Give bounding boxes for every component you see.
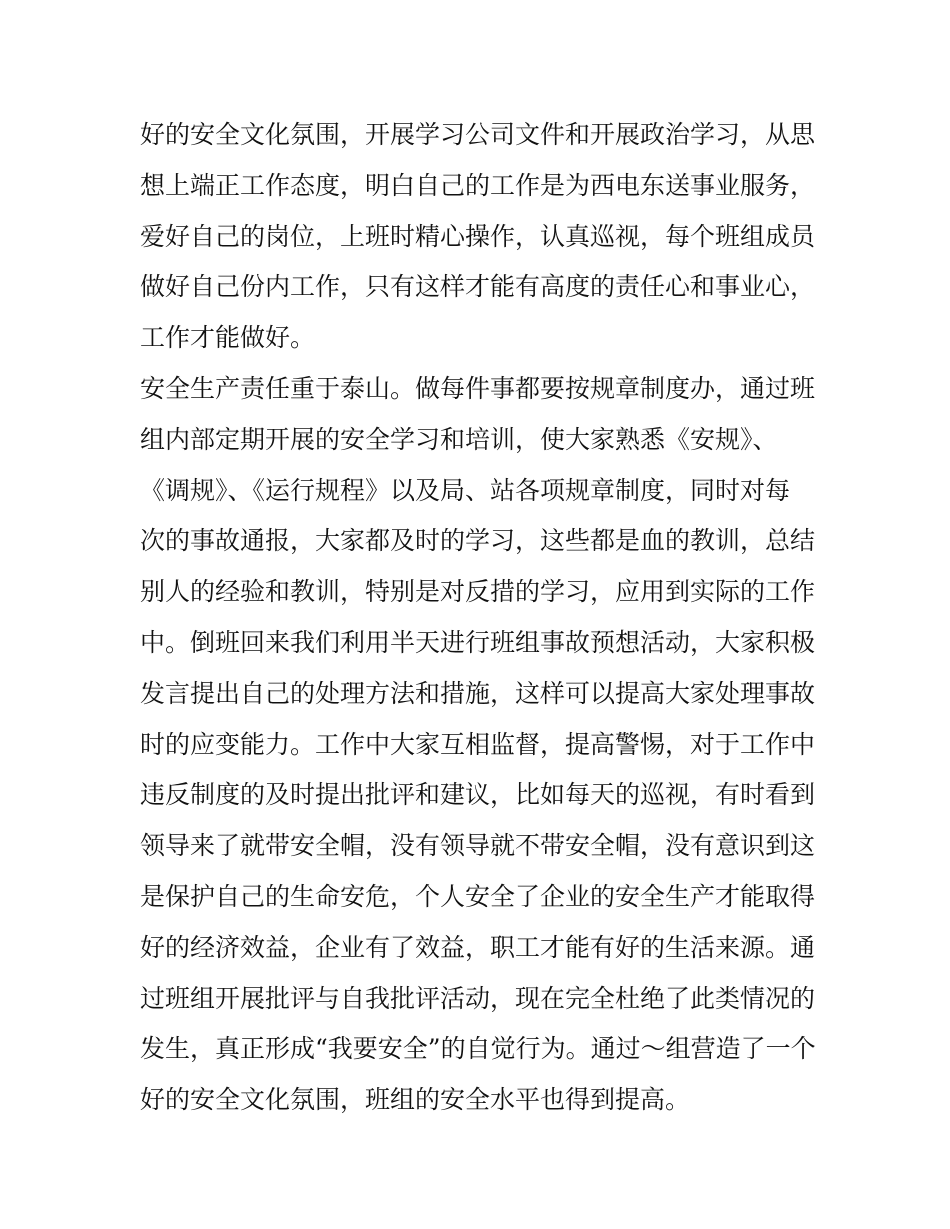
text-line: 好的安全文化氛围，开展学习公司文件和开展政治学习，从思 [140,120,816,149]
text-line: 中。倒班回来我们利用半天进行班组事故预想活动，大家积极 [140,627,816,657]
text-line: 好的经济效益，企业有了效益，职工才能有好的生活来源。通 [140,932,816,962]
text-line: 过班组开展批评与自我批评活动，现在完全杜绝了此类情况的 [140,983,816,1013]
text-line: 违反制度的及时提出批评和建议，比如每天的巡视，有时看到 [140,780,816,810]
text-line: 安全生产责任重于泰山。做每件事都要按规章制度办，通过班 [140,373,816,403]
text-line: 次的事故通报，大家都及时的学习，这些都是血的教训，总结 [140,526,816,556]
text-line: 做好自己份内工作，只有这样才能有高度的责任心和事业心， [140,272,816,302]
text-line: 想上端正工作态度，明白自己的工作是为西电东送事业服务， [140,170,816,200]
text-line: 工作才能做好。 [140,323,316,353]
text-line: 好的安全文化氛围，班组的安全水平也得到提高。 [140,1085,691,1115]
text-line: 时的应变能力。工作中大家互相监督，提高警惕，对于工作中 [140,729,816,759]
text-line: 组内部定期开展的安全学习和培训，使大家熟悉《安规》、 [140,424,778,454]
text-line: 爱好自己的岗位，上班时精心操作，认真巡视，每个班组成员 [140,221,816,251]
text-line: 领导来了就带安全帽，没有领导就不带安全帽，没有意识到这 [140,831,816,861]
text-line: 发生，真正形成“我要安全”的自觉行为。通过～组营造了一个 [140,1034,816,1064]
text-line: 别人的经验和教训，特别是对反措的学习，应用到实际的工作 [140,577,816,607]
text-line: 发言提出自己的处理方法和措施，这样可以提高大家处理事故 [140,678,816,708]
text-line: 《调规》、《运行规程》以及局、站各项规章制度，同时对每 [140,475,791,505]
body-text [140,110,820,1126]
text-line: 是保护自己的生命安危，个人安全了企业的安全生产才能取得 [140,881,816,911]
